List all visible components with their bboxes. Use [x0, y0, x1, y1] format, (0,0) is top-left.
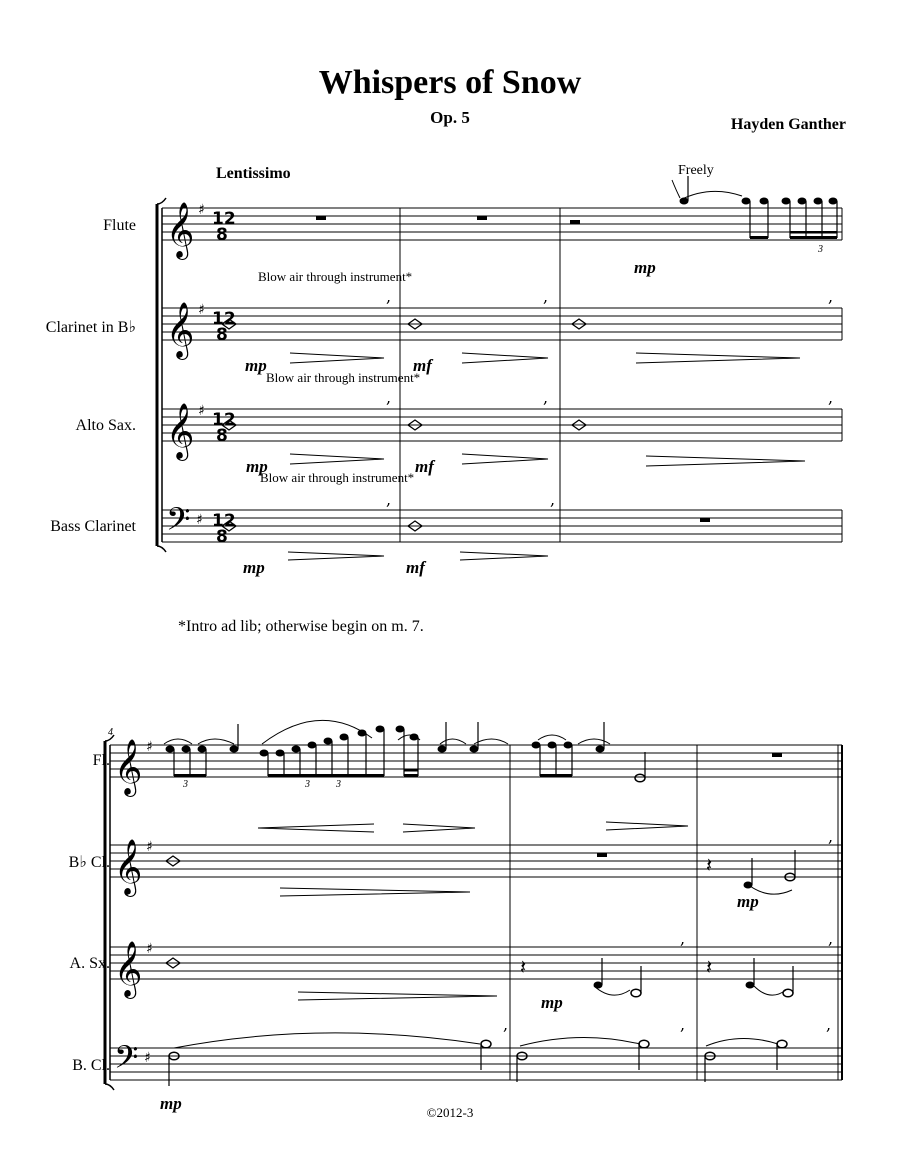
dynamic-mark: mp	[245, 356, 267, 375]
svg-text:,: ,	[550, 490, 556, 509]
svg-text:♯: ♯	[146, 739, 153, 755]
svg-text:♯: ♯	[146, 839, 153, 855]
svg-text:12: 12	[212, 209, 236, 229]
composer-name: Hayden Ganther	[730, 116, 846, 133]
technique-text-bass-clarinet: Blow air through instrument*	[260, 470, 415, 485]
dynamic-mark: mp	[634, 258, 656, 277]
expression-freely: Freely	[678, 163, 714, 178]
svg-text:𝄽: 𝄽	[520, 955, 527, 979]
instrument-label-bass-clarinet: Bass Clarinet	[50, 518, 136, 535]
svg-text:,: ,	[386, 490, 392, 509]
svg-text:,: ,	[543, 287, 549, 306]
svg-text:♯: ♯	[144, 1050, 151, 1066]
svg-text:8: 8	[216, 225, 228, 245]
svg-text:♯: ♯	[196, 512, 203, 528]
svg-text:𝄽: 𝄽	[706, 955, 713, 979]
svg-text:,: ,	[828, 827, 834, 846]
instrument-label-clarinet: Clarinet in B♭	[45, 319, 136, 336]
svg-text:𝄢: 𝄢	[114, 1039, 139, 1083]
instrument-label-clarinet-short: B♭ Cl.	[68, 854, 110, 871]
staff-bass-clarinet-2	[110, 1048, 842, 1080]
svg-text:8: 8	[216, 527, 228, 547]
instrument-label-alto-sax: Alto Sax.	[75, 417, 136, 434]
tuplet-number: 3	[305, 779, 310, 790]
copyright: ©2012-3	[426, 1105, 474, 1120]
staff-alto-sax	[162, 409, 842, 441]
svg-text:,: ,	[543, 388, 549, 407]
svg-text:12: 12	[212, 309, 236, 329]
instrument-label-flute: Flute	[103, 217, 136, 234]
footnote: *Intro ad lib; otherwise begin on m. 7.	[178, 618, 424, 635]
svg-text:12: 12	[212, 511, 236, 531]
tempo-marking: Lentissimo	[216, 165, 291, 182]
staff-flute	[162, 208, 842, 240]
svg-text:8: 8	[216, 426, 228, 446]
svg-text:♯: ♯	[198, 302, 205, 318]
svg-text:,: ,	[386, 287, 392, 306]
svg-text:,: ,	[826, 1015, 832, 1034]
instrument-label-alto-sax-short: A. Sx.	[69, 955, 110, 972]
svg-text:,: ,	[828, 287, 834, 306]
svg-text:𝄞: 𝄞	[114, 941, 143, 997]
svg-text:𝄞: 𝄞	[114, 739, 143, 795]
svg-text:𝄞: 𝄞	[166, 202, 195, 258]
svg-text:,: ,	[386, 388, 392, 407]
dynamic-mark: mp	[541, 993, 563, 1012]
dynamic-mark: mf	[413, 356, 432, 375]
staff-alto-sax-2	[110, 947, 842, 979]
tuplet-number: 3	[336, 779, 341, 790]
technique-text-sax: Blow air through instrument*	[266, 370, 421, 385]
svg-text:𝄞: 𝄞	[166, 403, 195, 459]
tuplet-number: 3	[183, 779, 188, 790]
instrument-label-bass-clarinet-short: B. Cl.	[72, 1057, 110, 1074]
svg-text:♯: ♯	[146, 941, 153, 957]
dynamic-mark: mf	[415, 457, 434, 476]
svg-text:,: ,	[680, 1015, 686, 1034]
dynamic-mark: mp	[737, 892, 759, 911]
tuplet-number: 3	[818, 244, 823, 255]
svg-text:𝄽: 𝄽	[706, 853, 713, 877]
svg-text:𝄞: 𝄞	[114, 839, 143, 895]
dynamic-mark: mp	[246, 457, 268, 476]
measure-number: 4	[108, 727, 113, 738]
instrument-label-flute-short: Fl.	[92, 752, 110, 769]
svg-text:𝄞: 𝄞	[166, 302, 195, 358]
svg-text:,: ,	[828, 388, 834, 407]
dynamic-mark: mp	[160, 1094, 182, 1113]
svg-text:12: 12	[212, 410, 236, 430]
staff-bass-clarinet	[162, 510, 842, 542]
svg-text:,: ,	[680, 929, 686, 948]
dynamic-mark: mp	[243, 558, 265, 577]
staff-clarinet-2	[110, 845, 842, 877]
score-title: Whispers of Snow	[318, 64, 582, 101]
svg-text:,: ,	[828, 929, 834, 948]
svg-text:8: 8	[216, 325, 228, 345]
svg-text:𝄢: 𝄢	[166, 501, 191, 545]
opus-number: Op. 5	[430, 108, 470, 127]
dynamic-mark: mf	[406, 558, 425, 577]
svg-text:♯: ♯	[198, 403, 205, 419]
technique-text-clarinet: Blow air through instrument*	[258, 269, 413, 284]
svg-text:♯: ♯	[198, 202, 205, 218]
svg-text:,: ,	[503, 1015, 509, 1034]
staff-clarinet	[162, 308, 842, 340]
